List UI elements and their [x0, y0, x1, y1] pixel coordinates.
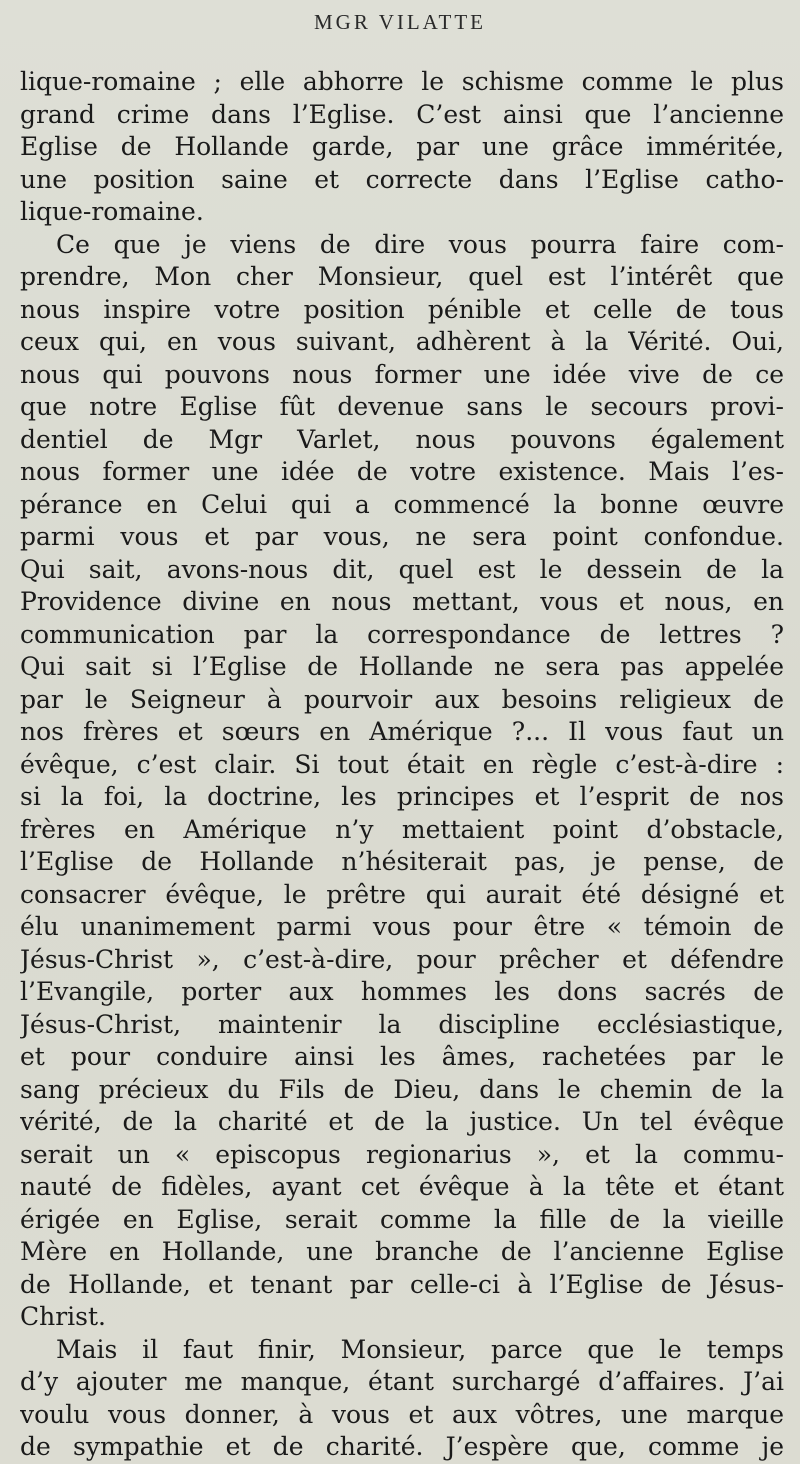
- text-line: évêque, c’est clair. Si tout était en règle c’est-à-dire :: [20, 749, 784, 779]
- text-line: élu unanimement parmi vous pour être « témoin de: [20, 912, 784, 941]
- text-line: sang précieux du Fils de Dieu, dans le chemin de la: [20, 1074, 784, 1104]
- text-line: nauté de fidèles, ayant cet évêque à la tête et étant: [20, 1172, 784, 1201]
- text-line: Qui sait si l’Eglise de Hollande ne sera pas appelée: [20, 652, 784, 681]
- text-line: Providence divine en nous mettant, vous et nous, en: [20, 587, 784, 616]
- text-line: de sympathie et de charité. J’espère que, comme je: [20, 1432, 784, 1461]
- text-line: si la foi, la doctrine, les principes et l’esprit de nos: [20, 782, 784, 811]
- text-line: Christ.: [20, 1302, 106, 1331]
- text-line: lique-romaine ; elle abhorre le schisme comme le plus: [20, 67, 784, 96]
- text-line: serait un « episcopus regionarius », et la commu-: [20, 1139, 784, 1169]
- text-line: grand crime dans l’Eglise. C’est ainsi que l’ancienne: [20, 99, 784, 129]
- text-line: vérité, de la charité et de la justice. Un tel évêque: [20, 1107, 784, 1136]
- text-line: de Hollande, et tenant par celle-ci à l’Eglise de Jésus-: [20, 1269, 784, 1299]
- text-line: l’Evangile, porter aux hommes les dons sacrés de: [20, 977, 784, 1006]
- text-line: Qui sait, avons-nous dit, quel est le dessein de la: [20, 554, 784, 584]
- text-line: nous inspire votre position pénible et celle de tous: [20, 294, 784, 324]
- text-line: frères en Amérique n’y mettaient point d’obstacle,: [20, 814, 784, 844]
- text-line: Mère en Hollande, une branche de l’ancienne Eglise: [20, 1237, 784, 1266]
- text-line: érigée en Eglise, serait comme la fille de la vieille: [20, 1204, 784, 1234]
- text-line: l’Eglise de Hollande n’hésiterait pas, je pense, de: [20, 847, 784, 876]
- text-line: par le Seigneur à pourvoir aux besoins religieux de: [20, 684, 784, 714]
- text-line: Ce que je viens de dire vous pourra faire com-: [56, 229, 784, 259]
- text-line: d’y ajouter me manque, étant surchargé d’affaires. J’ai: [20, 1367, 784, 1396]
- text-line: et pour conduire ainsi les âmes, rachetées par le: [20, 1042, 784, 1071]
- text-line: voulu vous donner, à vous et aux vôtres, une marque: [20, 1399, 784, 1429]
- text-line: prendre, Mon cher Monsieur, quel est l’intérêt que: [20, 262, 784, 291]
- text-line: Mais il faut finir, Monsieur, parce que le temps: [56, 1334, 784, 1364]
- text-line: Eglise de Hollande garde, par une grâce imméritée,: [20, 132, 784, 161]
- text-line: consacrer évêque, le prêtre qui aurait été désigné et: [20, 879, 784, 909]
- text-line: nos frères et sœurs en Amérique ?... Il vous faut un: [20, 717, 784, 746]
- text-line: lique-romaine.: [20, 197, 204, 226]
- body-text: [20, 66, 784, 1464]
- text-line: pérance en Celui qui a commencé la bonne œuvre: [20, 489, 784, 519]
- text-line: une position saine et correcte dans l’Eglise catho-: [20, 164, 784, 194]
- running-header: MGR VILATTE: [313, 10, 487, 34]
- text-line: dentiel de Mgr Varlet, nous pouvons également: [20, 424, 784, 454]
- text-line: Jésus-Christ », c’est-à-dire, pour prêcher et défendre: [20, 944, 784, 974]
- text-line: communication par la correspondance de lettres ?: [20, 619, 784, 649]
- text-line: ceux qui, en vous suivant, adhèrent à la Vérité. Oui,: [20, 327, 784, 356]
- text-line: parmi vous et par vous, ne sera point confondue.: [20, 522, 784, 551]
- text-line: que notre Eglise fût devenue sans le secours provi-: [20, 392, 784, 421]
- text-line: nous former une idée de votre existence. Mais l’es-: [20, 457, 784, 486]
- text-line: Jésus-Christ, maintenir la discipline ecclésiastique,: [20, 1009, 784, 1039]
- text-line: nous qui pouvons nous former une idée vive de ce: [20, 359, 784, 389]
